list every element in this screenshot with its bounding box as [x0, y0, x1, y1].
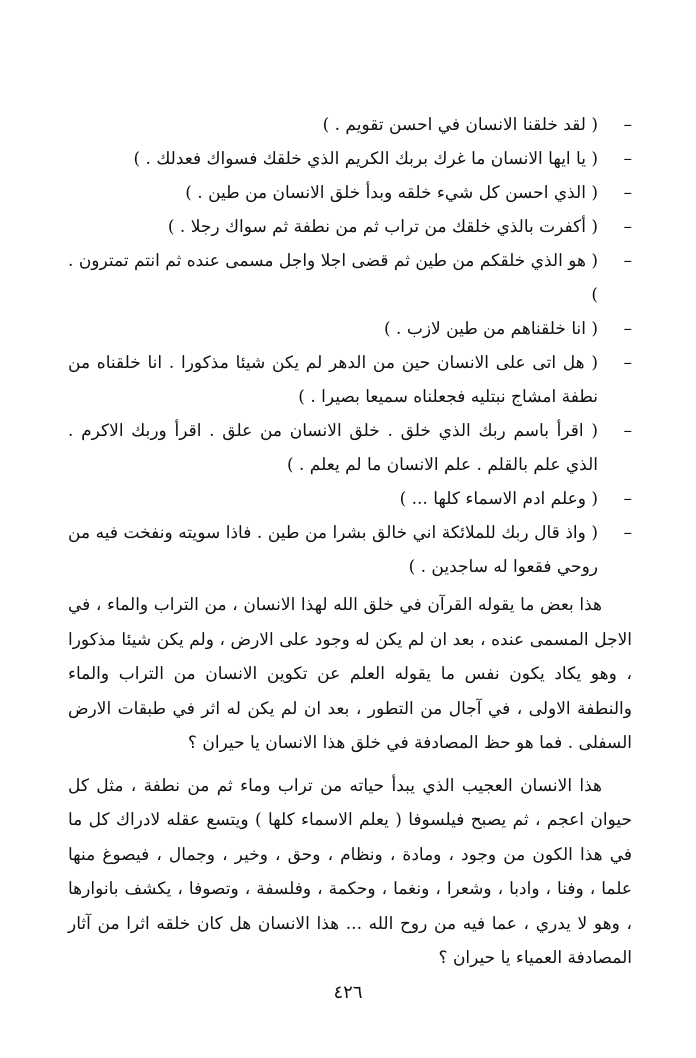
- verse-text: ( وعلم ادم الاسماء كلها ... ): [399, 489, 598, 509]
- list-dash: –: [623, 489, 632, 509]
- list-dash: –: [623, 217, 632, 237]
- verse-text: ( لقد خلقنا الانسان في احسن تقويم . ): [322, 115, 598, 135]
- list-dash: –: [623, 251, 632, 271]
- page-number: ٤٢٦: [333, 982, 363, 1003]
- verse-item: [68, 210, 632, 244]
- verse-item: [68, 312, 632, 346]
- quran-verse-list: [68, 108, 632, 584]
- verse-text: ( هل اتى على الانسان حين من الدهر لم يكن شيئا مذكورا . انا خلقناه من نطفة امشاج نبتليه فجعلناه سميعا بصيرا . ): [68, 353, 598, 407]
- verse-item: [68, 142, 632, 176]
- verse-text: ( أكفرت بالذي خلقك من تراب ثم من نطفة ثم سواك رجلا . ): [167, 217, 598, 237]
- verse-item: [68, 516, 632, 584]
- list-dash: –: [623, 149, 632, 169]
- verse-item: [68, 244, 632, 312]
- verse-text: ( يا ايها الانسان ما غرك بربك الكريم الذي خلقك فسواك فعدلك . ): [133, 149, 598, 169]
- verse-text: ( الذي احسن كل شيء خلقه وبدأ خلق الانسان من طين . ): [185, 183, 598, 203]
- list-dash: –: [623, 115, 632, 135]
- verse-item: [68, 482, 632, 516]
- body-paragraph: هذا بعض ما يقوله القرآن في خلق الله لهذا الانسان ، من التراب والماء ، في الاجل المسمى عنده ، بعد ان لم يكن له وجود على الارض ، ولم يكن شيئا مذكورا ، وهو يكاد يكون نفس ما يقوله العلم عن تكوين الانسان من التراب والماء والنطفة الاولى ، في آجال من التطور ، بعد ان لم يكن له اثر في طبقات الارض السفلى . فما هو حظ المصادفة في خلق هذا الانسان يا حيران ؟: [68, 595, 632, 753]
- list-dash: –: [623, 353, 632, 373]
- list-dash: –: [623, 319, 632, 339]
- verse-text: ( اقرأ باسم ربك الذي خلق . خلق الانسان من علق . اقرأ وربك الاكرم . الذي علم بالقلم . علم الانسان ما لم يعلم . ): [68, 421, 598, 475]
- verse-text: ( هو الذي خلقكم من طين ثم قضى اجلا واجل مسمى عنده ثم انتم تمترون . ): [68, 251, 598, 305]
- list-dash: –: [623, 421, 632, 441]
- verse-item: [68, 346, 632, 414]
- verse-item: [68, 414, 632, 482]
- verse-text: ( انا خلقناهم من طين لازب . ): [383, 319, 598, 339]
- verse-item: [68, 108, 632, 142]
- body-paragraph: هذا الانسان العجيب الذي يبدأ حياته من تراب وماء ثم من نطفة ، مثل كل حيوان اعجم ، ثم يصبح فيلسوفا ( يعلم الاسماء كلها ) ويتسع عقله لادراك كل ما في هذا الكون من وجود ، ومادة ، ونظام ، وحق ، وخير ، وجمال ، فيصوغ منها علما ، وفنا ، وادبا ، وشعرا ، ونغما ، وحكمة ، وفلسفة ، وتصوفا ، يكشف بانوارها ، وهو لا يدري ، عما فيه من روح الله ... هذا الانسان هل كان خلقه اثرا من آثار المصادفة العمياء يا حيران ؟: [68, 775, 632, 968]
- verse-item: [68, 176, 632, 210]
- list-dash: –: [623, 183, 632, 203]
- verse-text: ( واذ قال ربك للملائكة اني خالق بشرا من طين . فاذا سويته ونفخت فيه من روحي فقعوا له ساجدين . ): [68, 523, 598, 577]
- list-dash: –: [623, 523, 632, 543]
